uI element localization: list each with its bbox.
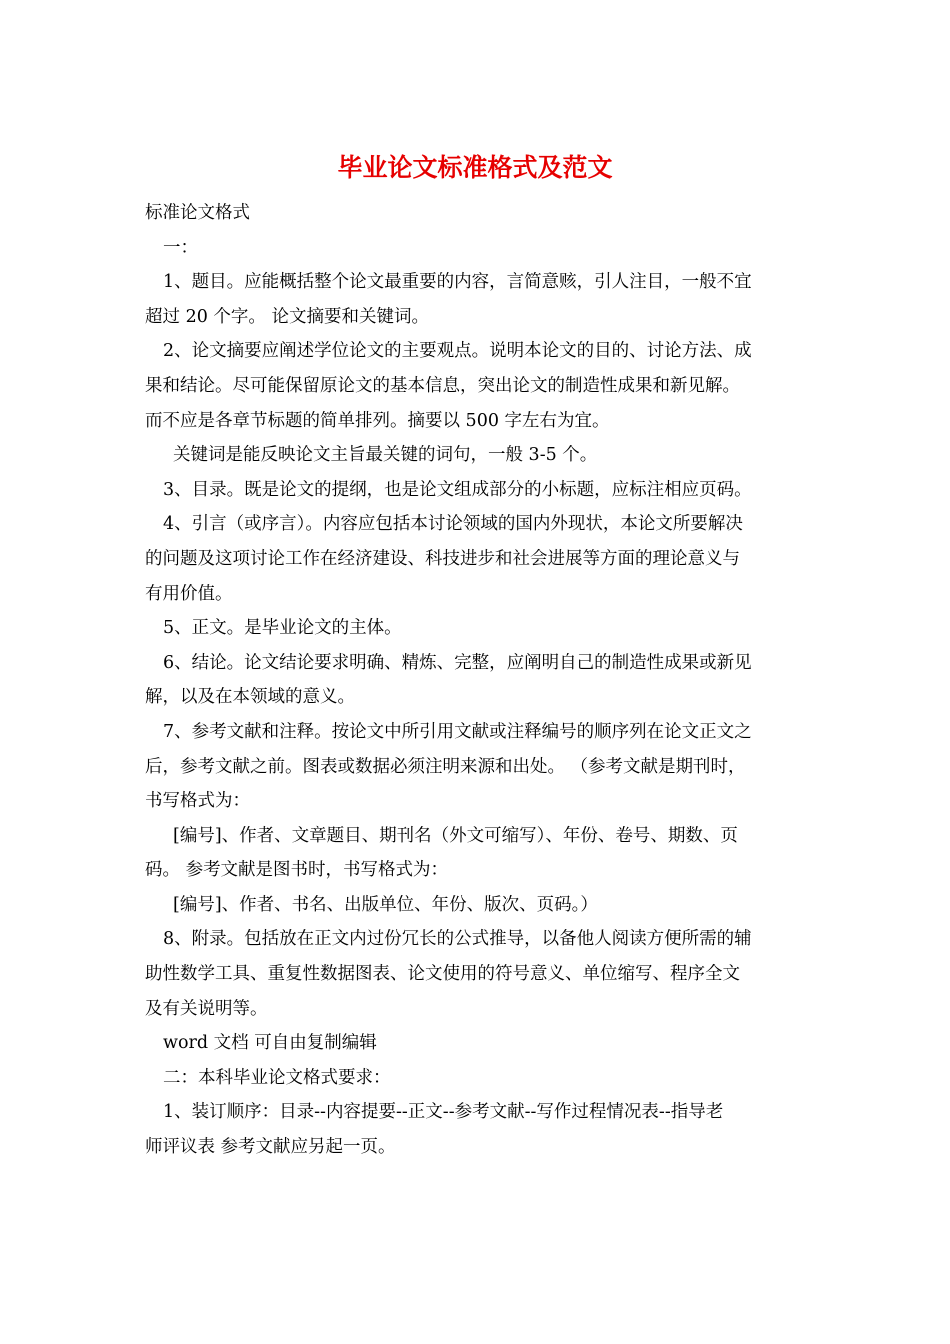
text-line: 及有关说明等。	[145, 998, 268, 1019]
text-line: 1、装订顺序：目录--内容提要--正文--参考文献--写作过程情况表--指导老	[163, 1102, 724, 1123]
text-line: 超过 20 个字。 论文摘要和关键词。	[145, 306, 429, 327]
text-line: 助性数学工具、重复性数据图表、论文使用的符号意义、单位缩写、程序全文	[145, 964, 740, 985]
text-line: 有用价值。	[145, 583, 233, 604]
text-line: word 文档 可自由复制编辑	[163, 1033, 377, 1054]
text-line: 而不应是各章节标题的简单排列。摘要以 500 字左右为宜。	[145, 410, 610, 431]
text-line: 的问题及这项讨论工作在经济建设、科技进步和社会进展等方面的理论意义与	[145, 548, 740, 569]
text-line: 码。 参考文献是图书时，书写格式为：	[145, 860, 449, 881]
text-line: 4、引言（或序言）。内容应包括本讨论领域的国内外现状，本论文所要解决	[163, 514, 743, 535]
text-line: 1、题目。应能概括整个论文最重要的内容，言简意赅，引人注目，一般不宜	[163, 272, 752, 293]
text-line: [编号]、作者、文章题目、期刊名（外文可缩写）、年份、卷号、期数、页	[173, 825, 738, 846]
text-line: 标准论文格式	[145, 203, 250, 223]
text-line: 后，参考文献之前。图表或数据必须注明来源和出处。 （参考文献是期刊时，	[145, 756, 746, 777]
text-line: 果和结论。尽可能保留原论文的基本信息，突出论文的制造性成果和新见解。	[145, 375, 740, 396]
text-line: 3、目录。既是论文的提纲，也是论文组成部分的小标题，应标注相应页码。	[163, 479, 752, 500]
document-title: 毕业论文标准格式及范文	[337, 153, 613, 182]
text-line: [编号]、作者、书名、出版单位、年份、版次、页码。）	[173, 894, 598, 915]
text-line: 5、正文。是毕业论文的主体。	[163, 618, 402, 639]
text-line: 师评议表 参考文献应另起一页。	[145, 1137, 396, 1158]
text-line: 二：本科毕业论文格式要求：	[163, 1067, 391, 1088]
text-line: 6、结论。论文结论要求明确、精炼、完整，应阐明自己的制造性成果或新见	[163, 652, 752, 673]
text-line: 关键词是能反映论文主旨最关键的词句，一般 3-5 个。	[173, 445, 598, 466]
text-line: 解，以及在本领域的意义。	[145, 687, 355, 708]
text-line: 书写格式为：	[145, 791, 250, 812]
text-line: 7、参考文献和注释。按论文中所引用文献或注释编号的顺序列在论文正文之	[163, 721, 752, 742]
text-line: 8、附录。包括放在正文内过份冗长的公式推导，以备他人阅读方便所需的辅	[163, 929, 752, 950]
text-line: 一：	[163, 237, 198, 258]
text-line: 2、论文摘要应阐述学位论文的主要观点。说明本论文的目的、讨论方法、成	[163, 341, 752, 362]
document-body	[145, 196, 810, 1165]
